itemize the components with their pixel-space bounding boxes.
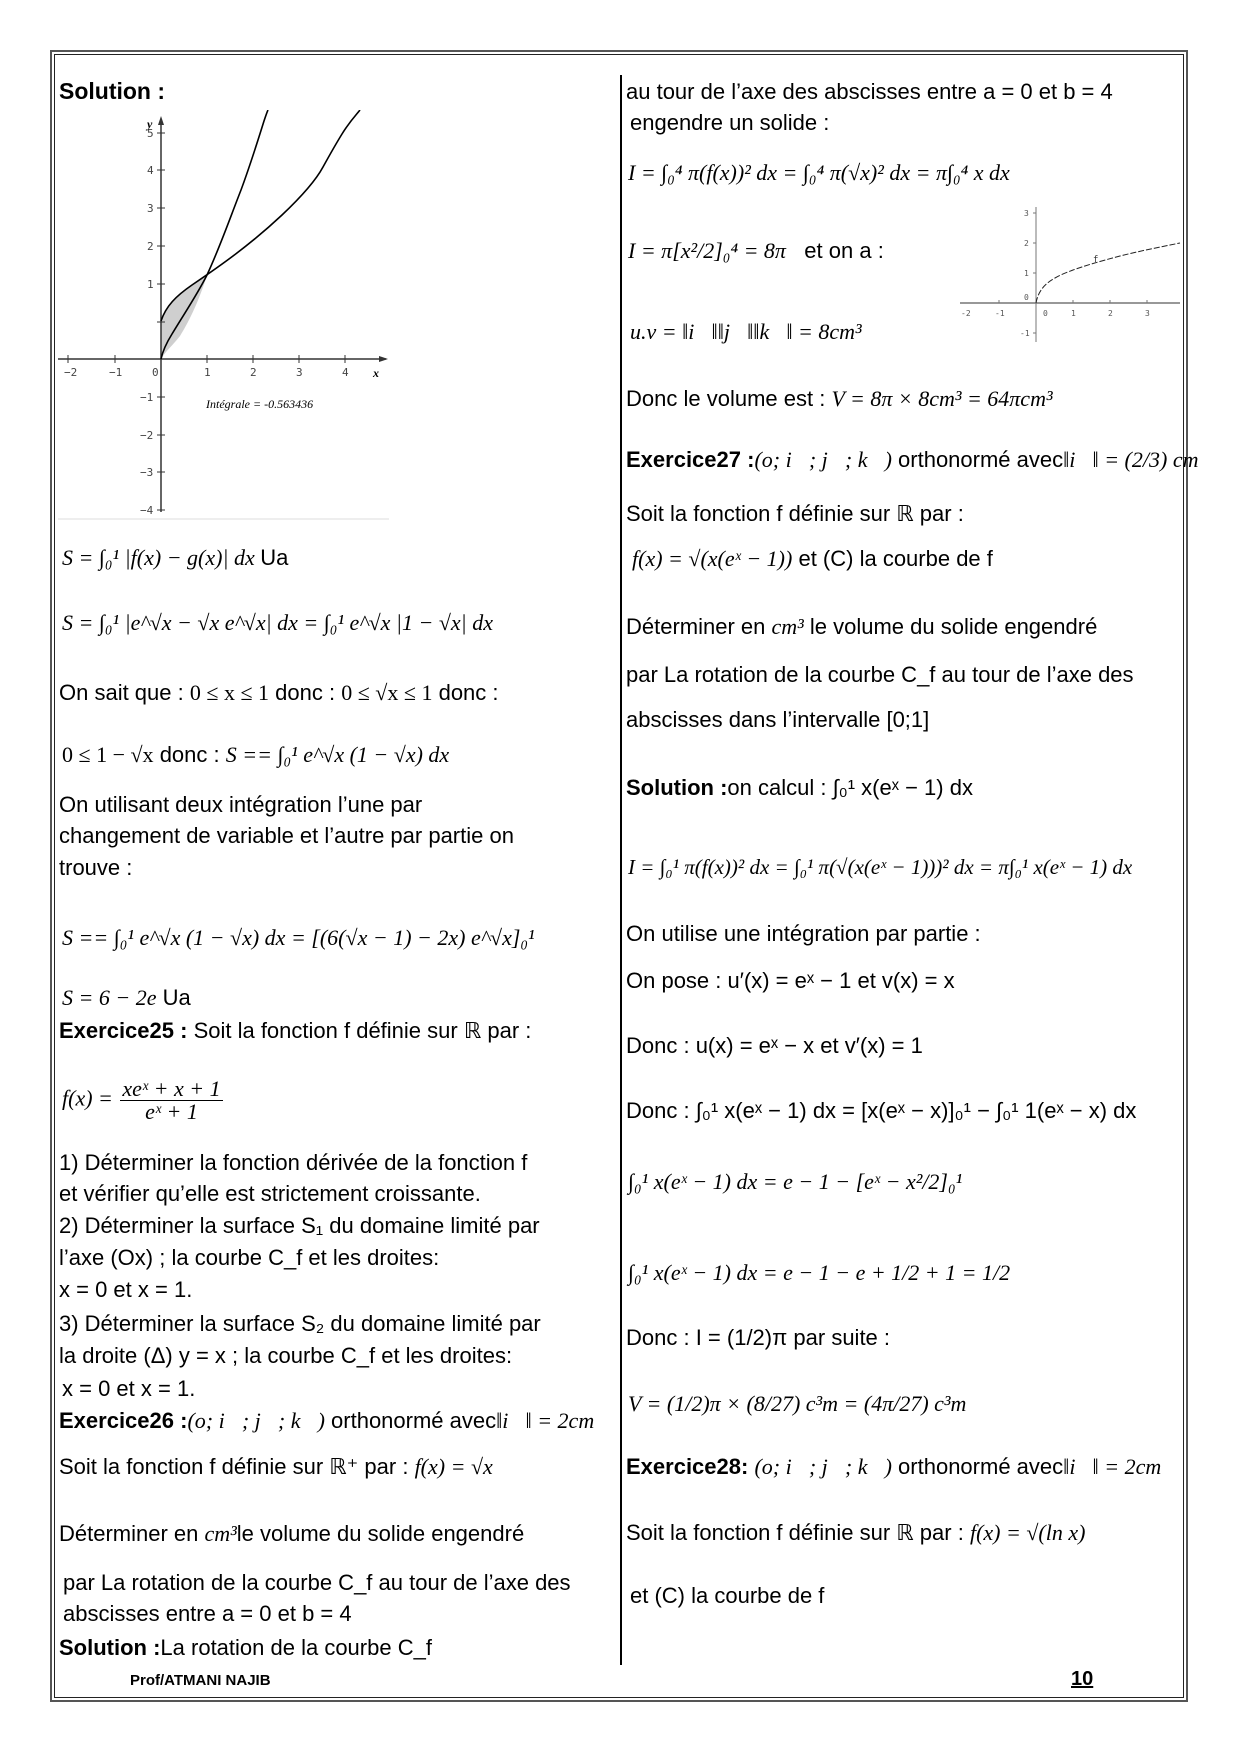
column-divider [620,75,622,1665]
ex25-q3-line1: 3) Déterminer la surface S₂ du domaine limité par [59,1311,541,1336]
svg-text:3: 3 [1024,209,1029,218]
ex25-q2-line2: l’axe (Ox) ; la courbe C_f et les droites: [59,1245,440,1270]
ipp-step2: ∫₀¹ x(eˣ − 1) dx = e − 1 − e + 1/2 + 1 = 1/2 [628,1260,1011,1285]
ex25-q1-line2: et vérifier qu’elle est strictement croissante. [59,1181,481,1206]
ex26-rotation: par La rotation de la courbe C_f au tour de l’axe des [63,1570,571,1595]
ex25-q2-line1: 2) Déterminer la surface S₁ du domaine limité par [59,1213,540,1238]
ex27-determine: Déterminer en cm³ le volume du solide engendré [626,614,1098,639]
ex25-q1-line1: 1) Déterminer la fonction dérivée de la fonction f [59,1150,528,1175]
exercise-28-heading: Exercice28: (o; i⃗; j⃗; k⃗) orthonormé avec‖i⃗‖ = 2cm [626,1454,1162,1479]
svg-text:−4: −4 [140,504,154,517]
svg-text:3: 3 [1145,309,1150,318]
para-utilisant-1: On utilisant deux intégration l’une par [59,792,423,817]
ex25-q3-line2: la droite (Δ) y = x ; la courbe C_f et les droites: [59,1343,513,1368]
eq-volume-eval: I = π[x²/2]₀⁴ = 8π et on a : [628,238,884,263]
ipp-text: On utilise une intégration par partie : [626,921,981,946]
text-on-sait-que: On sait que : 0 ≤ x ≤ 1 donc : 0 ≤ √x ≤ 1 donc : [59,680,499,705]
eq-volume-integral: I = ∫₀⁴ π(f(x))² dx = ∫₀⁴ π(√x)² dx = π∫₀⁴ x dx [628,160,1010,185]
eq-final-volume: V = (1/2)π × (8/27) c³m = (4π/27) c³m [628,1391,967,1416]
ipp-pose: On pose : u′(x) = eˣ − 1 et v(x) = x [626,968,955,993]
svg-text:y: y [147,117,153,131]
para-utilisant-3: trouve : [59,855,133,880]
eq-area-abs: S = ∫₀¹ |f(x) − g(x)| dx Ua [62,545,289,570]
svg-text:3: 3 [147,202,154,215]
ipp-donc-integral: Donc : ∫₀¹ x(eˣ − 1) dx = [x(eˣ − x)]₀¹ − ∫₀¹ 1(eˣ − x) dx [626,1098,1137,1123]
svg-text:2: 2 [1108,309,1113,318]
exercise-25-heading: Exercice25 : Soit la fonction f définie sur ℝ par : [59,1018,532,1043]
svg-text:−3: −3 [140,466,154,479]
page-number: 10 [1071,1668,1094,1690]
svg-text:−1: −1 [109,366,123,379]
ex26-bounds: abscisses entre a = 0 et b = 4 [63,1601,352,1626]
svg-text:−2: −2 [64,366,78,379]
ex28-curve: et (C) la courbe de f [630,1583,825,1608]
svg-text:0: 0 [152,366,159,379]
ex26-function-def: Soit la fonction f définie sur ℝ⁺ par : f(x) = √x [59,1454,493,1479]
svg-text:2: 2 [147,240,154,253]
svg-text:0: 0 [1024,293,1029,302]
eq-area-result: S = 6 − 2e Ua [62,985,191,1010]
svg-text:−2: −2 [140,429,154,442]
svg-text:3: 3 [296,366,303,379]
svg-text:1: 1 [147,278,154,291]
svg-text:4: 4 [147,164,154,177]
eq-area-primitive: S == ∫₀¹ e^√x (1 − √x) dx = [(6(√x − 1) − 2x) e^√x]₀¹ [62,925,535,950]
ex25-q2-line3: x = 0 et x = 1. [59,1277,193,1302]
solution-heading: Solution : [59,78,166,104]
svg-text:4: 4 [342,366,349,379]
svg-text:−1: −1 [140,391,154,404]
svg-text:0: 0 [1043,309,1048,318]
ex26-solution: Solution :La rotation de la courbe C_f [59,1635,432,1660]
ex27-function-def: f(x) = √(x(eˣ − 1)) et (C) la courbe de f [632,546,993,571]
donc-I: Donc : I = (1/2)π par suite : [626,1325,891,1350]
svg-text:-1: -1 [1020,329,1030,338]
sqrt-graph [955,205,1185,345]
svg-text:f: f [1093,255,1099,265]
ipp-donc-u: Donc : u(x) = eˣ − x et v′(x) = 1 [626,1033,923,1058]
eq-volume-integral-27: I = ∫₀¹ π(f(x))² dx = ∫₀¹ π(√(x(eˣ − 1)))² dx = π∫₀¹ x(eˣ − 1) dx [628,855,1133,879]
ex27-interval: abscisses dans l’intervalle [0;1] [626,707,930,732]
ipp-step1: ∫₀¹ x(eˣ − 1) dx = e − 1 − [eˣ − x²/2]₀¹ [628,1169,963,1194]
ex27-solution: Solution :on calcul : ∫₀¹ x(eˣ − 1) dx [626,775,973,800]
svg-text:1: 1 [1024,269,1029,278]
svg-text:1: 1 [1071,309,1076,318]
continuation-line1: au tour de l’axe des abscisses entre a = 0 et b = 4 [626,79,1113,104]
ex27-intro: Soit la fonction f définie sur ℝ par : [626,501,964,526]
svg-text:Intégrale = -0.563436: Intégrale = -0.563436 [206,397,314,411]
svg-text:5: 5 [147,127,154,140]
svg-text:2: 2 [250,366,257,379]
svg-text:x: x [373,366,379,380]
fraction: $\frac{\text{xeˣ + x + 1}}{\text{eˣ + 1}}$ [122,1076,221,1124]
ex25-q3-line3: x = 0 et x = 1. [62,1376,196,1401]
svg-text:1: 1 [204,366,211,379]
svg-text:-1: -1 [995,309,1005,318]
area-graph [58,110,398,522]
exercise-26-heading: Exercice26 :(o; i⃗; j⃗; k⃗) orthonormé avec‖i⃗‖ = 2cm [59,1408,595,1433]
footer-author: Prof/ATMANI NAJIB [130,1672,271,1689]
svg-text:2: 2 [1024,239,1029,248]
continuation-line2: engendre un solide : [630,110,830,135]
volume-result: Donc le volume est : V = 8π × 8cm³ = 64πcm³ [626,386,1053,411]
ex26-determine: Déterminer en cm³le volume du solide engendré [59,1521,525,1546]
ex28-function-def: Soit la fonction f définie sur ℝ par : f(x) = √(ln x) [626,1520,1086,1545]
ex27-rotation: par La rotation de la courbe C_f au tour de l’axe des [626,662,1134,687]
text-ineq-donc: 0 ≤ 1 − √x donc : S == ∫₀¹ e^√x (1 − √x) dx [62,742,450,767]
sqrt-curve [1036,243,1180,303]
exercise-27-heading: Exercice27 :(o; i⃗; j⃗; k⃗) orthonormé avec‖i⃗‖ = (2/3) cm [626,447,1199,472]
para-utilisant-2: changement de variable et l’autre par partie on [59,823,514,848]
eq-unit-volume: u.v = ‖i⃗‖‖j⃗‖‖k⃗‖ = 8cm³ [630,319,862,344]
ex25-function-def: f(x) = $\frac{\text{xeˣ + x + 1}}{\text{eˣ + 1}}$ [62,1076,221,1124]
eq-area-expanded: S = ∫₀¹ |e^√x − √x e^√x| dx = ∫₀¹ e^√x |1 − √x| dx [62,610,493,635]
svg-text:-2: -2 [961,309,971,318]
